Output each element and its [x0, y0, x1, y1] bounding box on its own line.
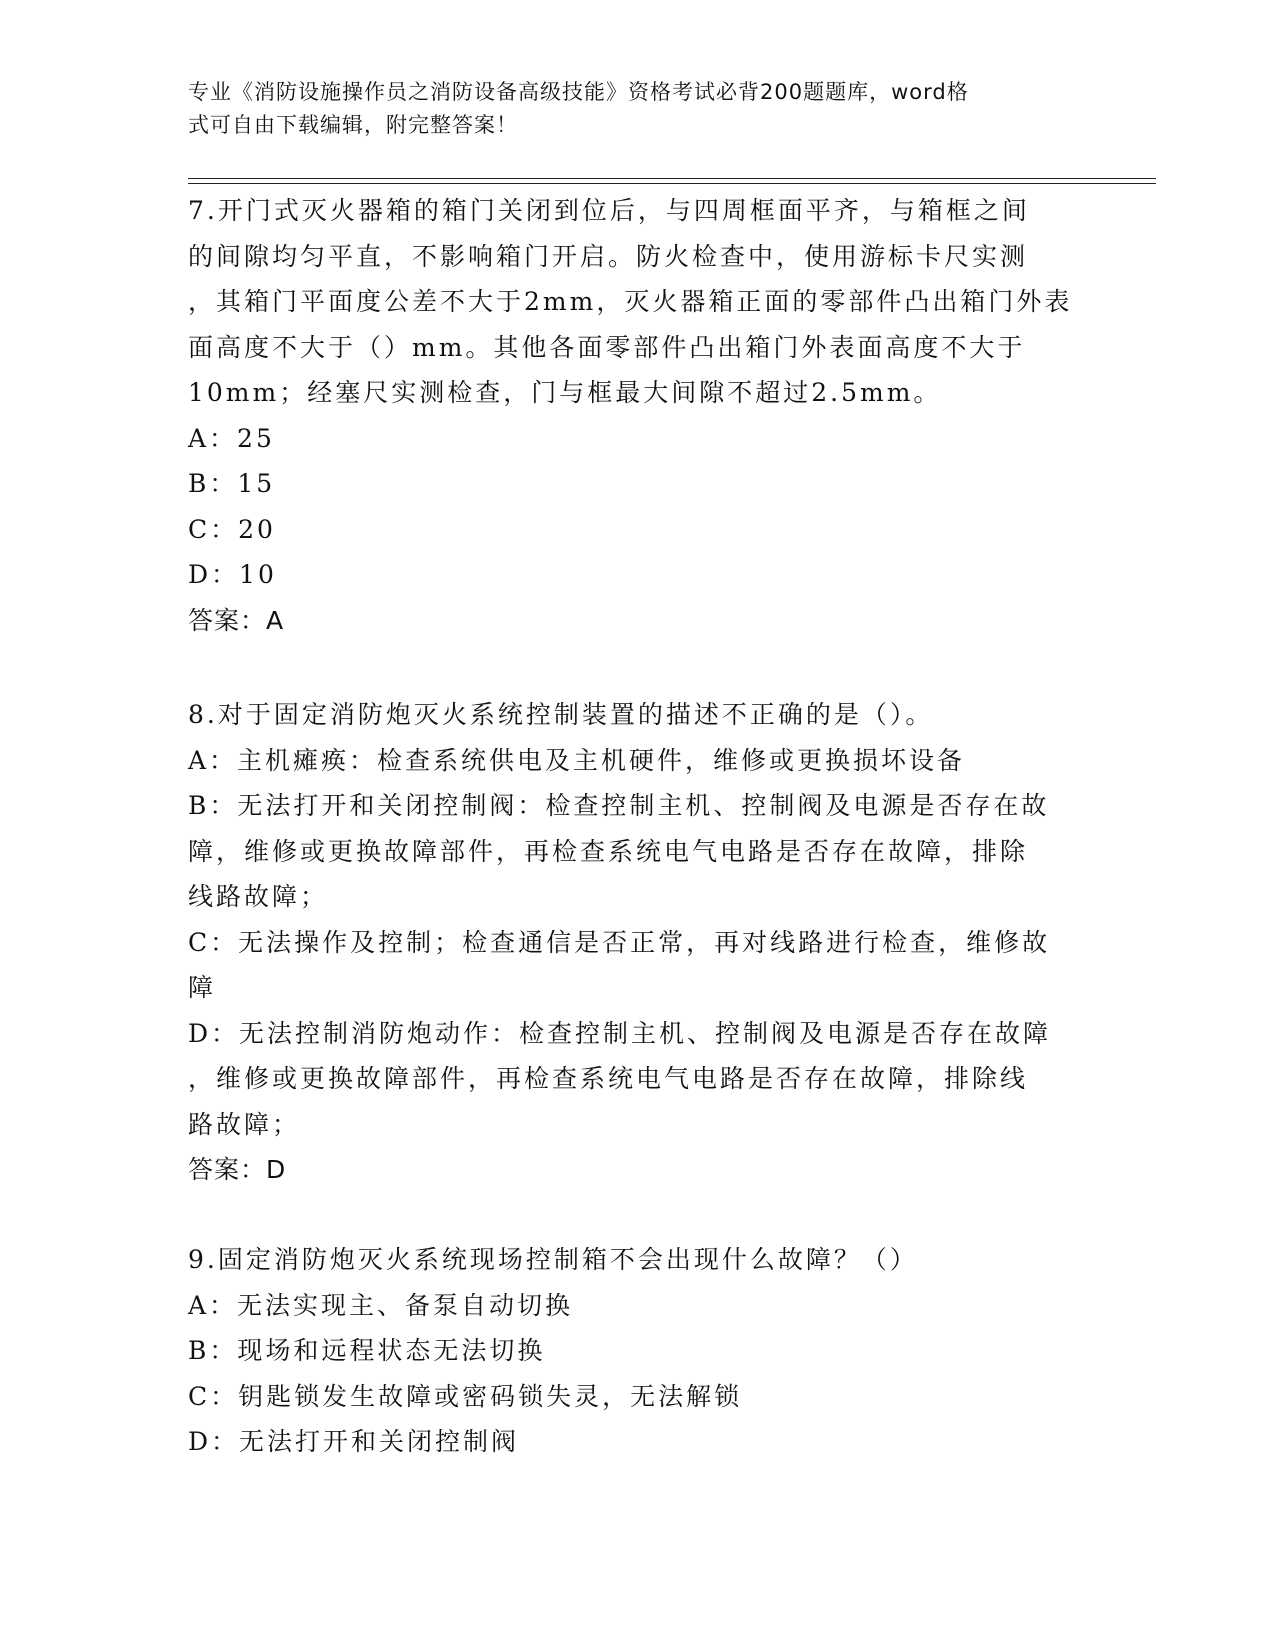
option-c: C：钥匙锁发生故障或密码锁失灵，无法解锁	[188, 1381, 743, 1411]
option-a: A：主机瘫痪：检查系统供电及主机硬件，维修或更换损坏设备	[188, 745, 966, 775]
option-b-continued: 线路故障；	[188, 882, 329, 911]
question-stem-line: 的间隙均匀平直，不影响箱门开启。防火检查中，使用游标卡尺实测	[188, 241, 1029, 271]
question-stem-line: ，其箱门平面度公差不大于2mm，灭火器箱正面的零部件凸出箱门外表	[188, 287, 1073, 316]
question-stem-line: 面高度不大于（）mm。其他各面零部件凸出箱门外表面高度不大于	[188, 332, 1026, 362]
question-7	[188, 188, 1078, 643]
question-stem-line: 9.固定消防炮灭火系统现场控制箱不会出现什么故障？（）	[188, 1245, 918, 1274]
option-b-continued: 障，维修或更换故障部件，再检查系统电气电路是否存在故障，排除	[188, 836, 1029, 866]
answer-label: 答案：D	[188, 1155, 287, 1184]
question-stem-line: 10mm；经塞尺实测检查，门与框最大间隙不超过2.5mm。	[188, 378, 942, 407]
option-d-continued: 路故障；	[188, 1109, 301, 1139]
option-c: C：无法操作及控制；检查通信是否正常，再对线路进行检查，维修故	[188, 927, 1051, 957]
option-d: D：10	[188, 560, 277, 589]
option-d: D：无法打开和关闭控制阀	[188, 1427, 520, 1456]
option-d-continued: ，维修或更换故障部件，再检查系统电气电路是否存在故障，排除线	[188, 1064, 1029, 1093]
header-divider-top	[188, 178, 1156, 179]
question-stem-line: 8.对于固定消防炮灭火系统控制装置的描述不正确的是（）。	[188, 700, 934, 729]
question-9	[188, 1237, 1078, 1465]
option-d: D：无法控制消防炮动作：检查控制主机、控制阀及电源是否存在故障	[188, 1018, 1052, 1048]
option-a: A：25	[188, 423, 275, 453]
option-b: B：现场和远程状态无法切换	[188, 1336, 546, 1365]
option-b: B：无法打开和关闭控制阀：检查控制主机、控制阀及电源是否存在故	[188, 791, 1050, 820]
option-c-continued: 障	[188, 973, 217, 1002]
question-8	[188, 692, 1078, 1193]
header-line-1: 专业《消防设施操作员之消防设备高级技能》资格考试必背200题题库，word格	[188, 80, 969, 104]
option-b: B：15	[188, 469, 276, 498]
header-line-2: 式可自由下载编辑，附完整答案！	[188, 113, 518, 137]
answer-label: 答案：A	[188, 605, 285, 635]
option-c: C：20	[188, 514, 276, 544]
question-stem-line: 7.开门式灭火器箱的箱门关闭到位后，与四周框面平齐，与箱框之间	[188, 196, 1030, 225]
option-a: A：无法实现主、备泵自动切换	[188, 1290, 574, 1320]
document-header	[188, 76, 1068, 142]
header-divider-bottom	[188, 183, 1156, 184]
